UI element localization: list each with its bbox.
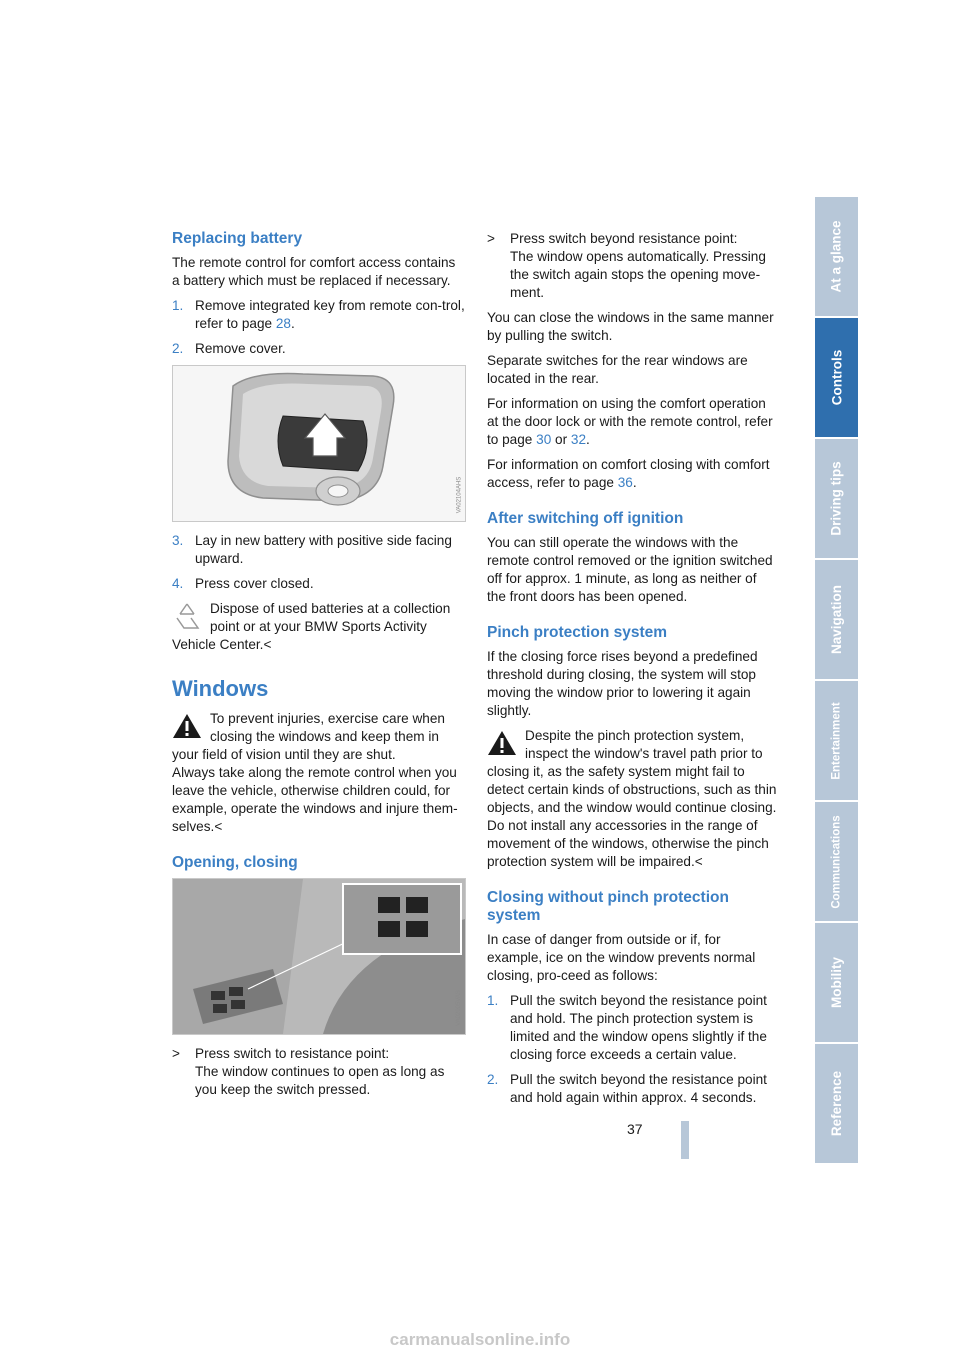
step-text: Pull the switch beyond the resistance point and hold. The pinch protection system is limited and the window opens slightly if the closing force exceeds a certain value.: [510, 993, 767, 1062]
paragraph-text: For information on comfort closing with comfort access, refer to page: [487, 457, 770, 490]
figure-code: VA02005VAS: [455, 990, 462, 1026]
step-text-end: .: [290, 316, 295, 331]
figure-remote-control-cover: [172, 365, 466, 522]
paragraph-after-switching-off: You can still operate the windows with the remote control removed or the ignition switched off for approx. 1 minute, as long as neither of the front doors has been opened.: [487, 535, 773, 604]
list-item-bullet-2: [487, 230, 779, 302]
list-item-step-1: [172, 297, 466, 333]
list-item-step-1: [487, 992, 779, 1064]
page-link-28[interactable]: 28: [275, 316, 291, 331]
paragraph-rear-switches: Separate switches for the rear windows are located in the rear.: [487, 353, 748, 386]
page-link-32[interactable]: 32: [570, 432, 587, 447]
paragraph-pinch-protection: If the closing force rises beyond a predefined threshold during closing, the system will stop moving the window prior to lowering it again slightly.: [487, 649, 758, 718]
paragraph-text: .: [586, 432, 590, 447]
paragraph-comfort-operation: [487, 395, 779, 449]
tab-label: Driving tips: [829, 461, 845, 536]
recycle-icon: [172, 602, 202, 630]
window-switch-illustration: [173, 879, 465, 1034]
tab-label: Mobility: [829, 957, 844, 1008]
recycling-note: [172, 600, 466, 654]
heading-pinch-protection: Pinch protection system: [487, 624, 668, 641]
tab-controls[interactable]: [815, 318, 858, 437]
list-item-step-2: [487, 1071, 779, 1107]
section-tabs: [815, 197, 858, 1160]
step-text: Lay in new battery with positive side facing upward.: [195, 533, 452, 566]
warning-icon: [487, 729, 517, 757]
warning-pinch-protection: [487, 727, 779, 871]
warning-icon: [172, 712, 202, 740]
right-column: [487, 230, 779, 1114]
page-link-36[interactable]: 36: [617, 475, 633, 490]
step-text: Press cover closed.: [195, 576, 314, 591]
tab-label: Navigation: [829, 584, 845, 655]
watermark: carmanualsonline.info: [389, 1330, 571, 1349]
heading-closing-without-pinch: Closing without pinch protection system: [487, 889, 729, 924]
paragraph-comfort-access: [487, 456, 779, 492]
tab-communications[interactable]: [815, 802, 858, 921]
end-mark: <: [694, 854, 703, 869]
bullet-text-line-2: The window continues to open as long as you keep the switch pressed.: [195, 1064, 445, 1097]
bullet-text-line-1: Press switch beyond resistance point:: [510, 231, 738, 246]
end-mark: <: [263, 637, 272, 652]
remote-control-illustration: [173, 366, 465, 521]
tab-driving-tips[interactable]: [815, 439, 858, 558]
step-number: 2.: [487, 1072, 499, 1087]
left-column: [172, 230, 466, 1106]
recycling-text: Dispose of used batteries at a collection point or at your BMW Sports Activity Vehicle Center.: [172, 601, 451, 652]
list-item-step-2: [172, 340, 466, 358]
tab-label: Entertainment: [830, 701, 843, 780]
heading-after-switching-off: After switching off ignition: [487, 510, 684, 527]
tab-entertainment[interactable]: [815, 681, 858, 800]
tab-label: At a glance: [829, 220, 844, 293]
paragraph-text: or: [551, 432, 571, 447]
paragraph-text: For information on using the comfort operation at the door lock or with the remote control, refer to page: [487, 396, 773, 447]
warning-text-2: Always take along the remote control when you leave the vehicle, otherwise children could, for example, operate the windows and injure them-selves.: [172, 765, 458, 834]
paragraph-closing-without-pinch: In case of danger from outside or if, for example, ice on the window prevents normal closing, pro-ceed as follows:: [487, 932, 756, 983]
step-number: 3.: [172, 533, 184, 548]
heading-windows: Windows: [172, 676, 269, 701]
step-text: Remove integrated key from remote con-trol, refer to page: [195, 298, 465, 331]
step-number: 4.: [172, 576, 184, 591]
paragraph-close-windows: You can close the windows in the same manner by pulling the switch.: [487, 310, 774, 343]
list-item-step-3: [172, 532, 466, 568]
bullet-marker: >: [487, 231, 495, 246]
tab-label: Reference: [829, 1070, 845, 1137]
end-mark: <: [214, 819, 223, 834]
step-number: 2.: [172, 341, 184, 356]
bullet-text-line-1: Press switch to resistance point:: [195, 1046, 390, 1061]
bullet-marker: >: [172, 1046, 180, 1061]
warning-windows: [172, 710, 466, 836]
page-number-bar: [681, 1121, 689, 1159]
step-number: 1.: [172, 298, 184, 313]
warning-text-1: To prevent injuries, exercise care when closing the windows and keep them in your field of vision until they are shut.: [172, 711, 445, 762]
tab-at-a-glance[interactable]: [815, 197, 858, 316]
step-number: 1.: [487, 993, 499, 1008]
tab-navigation[interactable]: [815, 560, 858, 679]
step-text: Remove cover.: [195, 341, 286, 356]
heading-opening-closing: Opening, closing: [172, 854, 298, 871]
list-item-step-4: [172, 575, 466, 593]
figure-window-switches: [172, 878, 466, 1035]
heading-replacing-battery: Replacing battery: [172, 230, 303, 247]
step-text: Pull the switch beyond the resistance point and hold again within approx. 4 seconds.: [510, 1072, 767, 1105]
tab-label: Controls: [829, 349, 844, 406]
warning-text-1: Despite the pinch protection system, inspect the window's travel path prior to closing it, as the safety system might fail to detect certain kinds of obstructions, such as thin objects, and the window would continue closing.: [487, 728, 777, 815]
paragraph-text: .: [632, 475, 637, 490]
list-item-bullet-1: [172, 1045, 466, 1099]
tab-reference[interactable]: [815, 1044, 858, 1163]
page-link-30[interactable]: 30: [536, 432, 552, 447]
figure-code: VA02104AHS: [456, 476, 463, 514]
tab-label: Communications: [830, 814, 843, 909]
paragraph-battery-intro: The remote control for comfort access contains a battery which must be replaced if necessary.: [172, 255, 456, 288]
warning-text-2: Do not install any accessories in the range of movement of the windows, otherwise the pinch protection system will be impaired.: [487, 818, 769, 869]
tab-mobility[interactable]: [815, 923, 858, 1042]
bullet-text-line-2: The window opens automatically. Pressing the switch again stops the opening move-ment.: [510, 249, 766, 300]
page-number: 37: [627, 1121, 643, 1137]
